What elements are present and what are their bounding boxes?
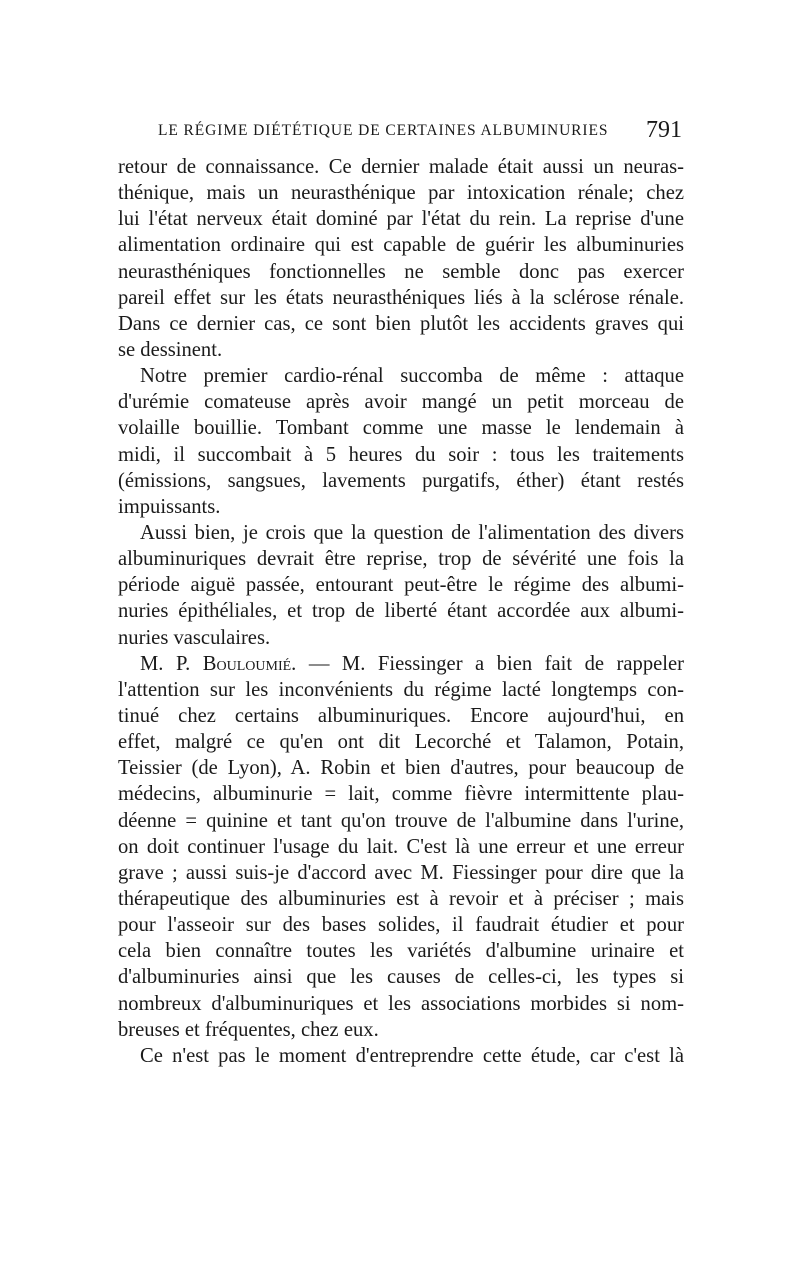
text-line: Teissier (de Lyon), A. Robin et bien d'autres, pour beaucoup de — [118, 757, 684, 780]
text-line: thérapeutique des albuminuries est à revoir et à préciser ; mais — [118, 887, 684, 910]
text-line: thénique, mais un neurasthénique par intoxication rénale; chez — [118, 182, 684, 205]
paragraph — [118, 1043, 684, 1069]
text-line: Ce n'est pas le moment d'entreprendre cette étude, car c'est là — [140, 1044, 684, 1067]
text-line: neurasthéniques fonctionnelles ne semble donc pas exercer — [118, 260, 684, 283]
paragraph — [118, 154, 684, 363]
page-number: 791 — [646, 117, 682, 143]
speaker-text: — M. Fiessinger a bien fait de rappeler — [296, 652, 684, 675]
text-line: tinué chez certains albuminuriques. Encore aujourd'hui, en — [118, 704, 684, 727]
text-line: Dans ce dernier cas, ce sont bien plutôt les accidents graves qui — [118, 312, 684, 335]
text-line: on doit continuer l'usage du lait. C'est là une erreur et une erreur — [118, 835, 684, 858]
text-line: d'urémie comateuse après avoir mangé un petit morceau de — [118, 391, 684, 414]
running-title: LE RÉGIME DIÉTÉTIQUE DE CERTAINES ALBUMINURIES — [158, 122, 609, 139]
text-line: midi, il succombait à 5 heures du soir : tous les traitements — [118, 443, 684, 466]
paragraph — [118, 651, 684, 1043]
text-line — [118, 651, 684, 677]
text-line: période aiguë passée, entourant peut-être le régime des albumi- — [118, 574, 684, 597]
text-line: retour de connaissance. Ce dernier malade était aussi un neuras- — [118, 156, 684, 178]
text-line: d'albuminuries ainsi que les causes de celles-ci, les types si — [118, 966, 684, 989]
text-line: se dessinent. — [118, 338, 223, 361]
text-line: Notre premier cardio-rénal succomba de même : attaque — [140, 365, 684, 388]
text-line: nuries épithéliales, et trop de liberté étant accordée aux albumi- — [118, 600, 684, 623]
text-line: volaille bouillie. Tombant comme une masse le lendemain à — [118, 417, 684, 440]
text-line: médecins, albuminurie = lait, comme fièvre intermittente plau- — [118, 783, 684, 806]
text-line: nombreux d'albuminuriques et les associations morbides si nom- — [118, 992, 684, 1015]
text-line: alimentation ordinaire qui est capable de guérir les albuminuries — [118, 234, 684, 257]
text-line: breuses et fréquentes, chez eux. — [118, 1018, 379, 1041]
paragraph — [118, 363, 684, 520]
text-line: l'attention sur les inconvénients du régime lacté longtemps con- — [118, 678, 684, 701]
text-line: impuissants. — [118, 495, 221, 518]
text-line: (émissions, sangsues, lavements purgatifs, éther) étant restés — [118, 469, 684, 492]
text-line: Aussi bien, je crois que la question de l'alimentation des divers — [140, 521, 684, 544]
paragraph — [118, 520, 684, 651]
running-head — [118, 117, 684, 147]
body-text — [118, 154, 684, 1069]
text-line: grave ; aussi suis-je d'accord avec M. Fiessinger pour dire que la — [118, 861, 684, 884]
text-line: déenne = quinine et tant qu'on trouve de l'albumine dans l'urine, — [118, 809, 684, 832]
text-line: effet, malgré ce qu'en ont dit Lecorché et Talamon, Potain, — [118, 731, 684, 754]
text-line: cela bien connaître toutes les variétés d'albumine urinaire et — [118, 940, 684, 963]
text-line: nuries vasculaires. — [118, 626, 271, 649]
text-line: pareil effet sur les états neurasthéniques liés à la sclérose rénale. — [118, 286, 684, 309]
text-line: lui l'état nerveux était dominé par l'état du rein. La reprise d'une — [118, 208, 684, 231]
speaker-name: M. P. Bouloumié. — [140, 652, 297, 675]
text-line: albuminuriques devrait être reprise, trop de sévérité une fois la — [118, 548, 684, 571]
text-line: pour l'asseoir sur des bases solides, il faudrait étudier et pour — [118, 914, 684, 937]
